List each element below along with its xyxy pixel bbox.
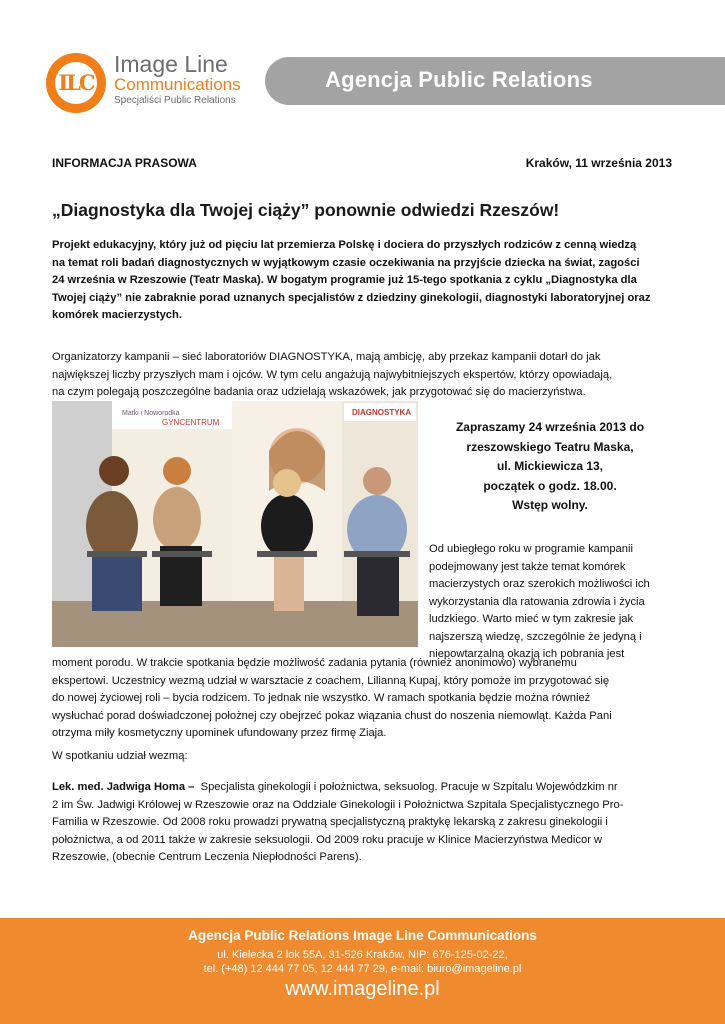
invitation-line: Zapraszamy 24 września 2013 do	[455, 420, 645, 434]
body-line: moment porodu. W trakcie spotkania będzie możliwość zadania pytania (również anonimowo) wybranemu	[52, 657, 577, 669]
lead-line: 24 września w Rzeszowie (Teatr Maska). W bogatym programie już 15-tego spotkania z cyklu „Diagnostyka dla	[52, 274, 637, 286]
body-line: podejmowany jest także temat komórek	[429, 560, 626, 573]
event-photo	[52, 401, 418, 647]
invitation-line: rzeszowskiego Teatru Maska,	[466, 439, 634, 454]
footer	[0, 918, 725, 1024]
lead-line: na temat roli badań diagnostycznych w wyjątkowym czasie oczekiwania na przyjście dziecka na świat, zagości	[52, 256, 640, 269]
body-paragraph-1	[52, 349, 672, 402]
footer-contact: tel. (+48) 12 444 77 05, 12 444 77 29, e-mail: biuro@imageline.pl	[203, 963, 522, 975]
speaker-line: Familia w Rzeszowie. Od 2008 roku prowadzi prywatną specjalistyczną praktykę lekarską z zakresu ginekologii i	[52, 816, 608, 828]
logo-letters: ILC	[58, 70, 94, 95]
invitation-line: ul. Mickiewicza 13,	[496, 459, 604, 473]
body-line: otrzyma miły kosmetyczny upominek ufundowany przez firmę Ziaja.	[52, 727, 387, 739]
photo-banner-text: GYNCENTRUM	[162, 418, 220, 427]
press-release-label: INFORMACJA PRASOWA	[52, 156, 197, 170]
invitation-line: Wstęp wolny.	[512, 498, 588, 512]
release-date: Kraków, 11 września 2013	[525, 156, 672, 170]
body-line: najszerszą wiedzę, szczególnie że jedyną i	[429, 630, 642, 643]
logo-tagline: Specjaliści Public Relations	[114, 95, 236, 106]
footer-address: ul. Kielecka 2 lok 55A, 31-526 Kraków, NIP: 676-125-02-22,	[217, 949, 508, 961]
logo-mark	[46, 53, 106, 113]
speaker-line: 2 im Św. Jadwigi Królowej w Rzeszowie oraz na Oddziale Ginekologii i Położnictwa Szpitala Specjalistycznego Pro-	[52, 798, 624, 811]
photo-banner-text: Matki i Noworodka	[122, 410, 180, 417]
body-line: macierzystych oraz szerokich możliwości ich	[429, 578, 650, 590]
speaker-line	[52, 779, 672, 797]
logo-sub: Communications	[114, 75, 241, 94]
lead-line: komórek macierzystych.	[52, 309, 182, 321]
page-title: „Diagnostyka dla Twojej ciąży” ponownie odwiedzi Rzeszów!	[52, 200, 560, 220]
logo-name: Image Line	[114, 51, 228, 77]
header-banner	[265, 57, 725, 105]
photo-banner-text: DIAGNOSTYKA	[352, 408, 412, 417]
speaker-line: położnictwa, a od 2011 także w zakresie seksuologii. Od 2009 roku pracuje w Klinice Macierzyństwa Medicor w	[52, 833, 603, 846]
speaker-line: Rzeszowie, (obecnie Centrum Leczenia Niepłodności Parens).	[52, 851, 362, 863]
body-line: na czym polegają poszczególne badania oraz udzielają wskazówek, jak przygotować się do macierzyństwa.	[52, 386, 586, 398]
footer-website-link[interactable]: www.imageline.pl	[285, 978, 440, 1000]
invitation-line: początek o godz. 18.00.	[483, 478, 617, 493]
invitation-box	[430, 418, 670, 516]
body-line: niepowtarzalną okazją ich pobrania jest	[429, 648, 625, 660]
speaker-name: Lek. med. Jadwiga Homa –	[52, 781, 195, 793]
body-line: Od ubiegłego roku w programie kampanii	[429, 543, 633, 555]
body-line: ekspertowi. Uczestnicy wezmą udział w warsztacie z coachem, Lilianną Kupaj, który pomoże im przygotować się	[52, 674, 610, 687]
speaker-text: Specjalista ginekologii i położnictwa, seksuolog. Pracuje w Szpitalu Wojewódzkim nr	[200, 781, 618, 793]
lead-line: Twojej ciąży” nie zabraknie porad uznanych specjalistów z dziedziny ginekologii, diagnostyki laboratoryjnej oraz	[52, 291, 651, 304]
body-line: wysłuchać porad doświadczonej położnej czy obejrzeć pokaz wiązania chust do noszenia niemowląt. Każda Pani	[52, 709, 612, 722]
body-line: największej liczby przyszłych mam i ojców. W tym celu angażują najwybitniejszych ekspertów, którzy opowiadają,	[52, 368, 613, 381]
body-line: ludzkiego. Warto mieć w tym zakresie jak	[429, 613, 634, 625]
body-line: wykorzystania dla ratowania zdrowia i życia	[429, 595, 645, 608]
lead-line: Projekt edukacyjny, który już od pięciu lat przemierza Polskę i dociera do przyszłych rodziców z cenną wiedzą	[52, 239, 637, 251]
lead-paragraph	[52, 237, 672, 325]
info-row	[52, 156, 672, 170]
body-paragraph-2	[52, 655, 672, 743]
side-paragraph	[429, 541, 672, 664]
header-banner-text: Agencja Public Relations	[325, 67, 593, 92]
footer-company: Agencja Public Relations Image Line Communications	[188, 928, 537, 943]
company-logo	[46, 50, 266, 120]
body-line: Organizatorzy kampanii – sieć laboratoriów DIAGNOSTYKA, mają ambicję, aby przekaz kampanii dotarł do jak	[52, 351, 601, 363]
body-line: do nowej życiowej roli – bycia rodzicem. To jednak nie wszystko. W ramach spotkania będzie można również	[52, 692, 591, 704]
participants-heading: W spotkaniu udział wezmą:	[52, 750, 188, 762]
speaker-bio	[52, 779, 672, 867]
